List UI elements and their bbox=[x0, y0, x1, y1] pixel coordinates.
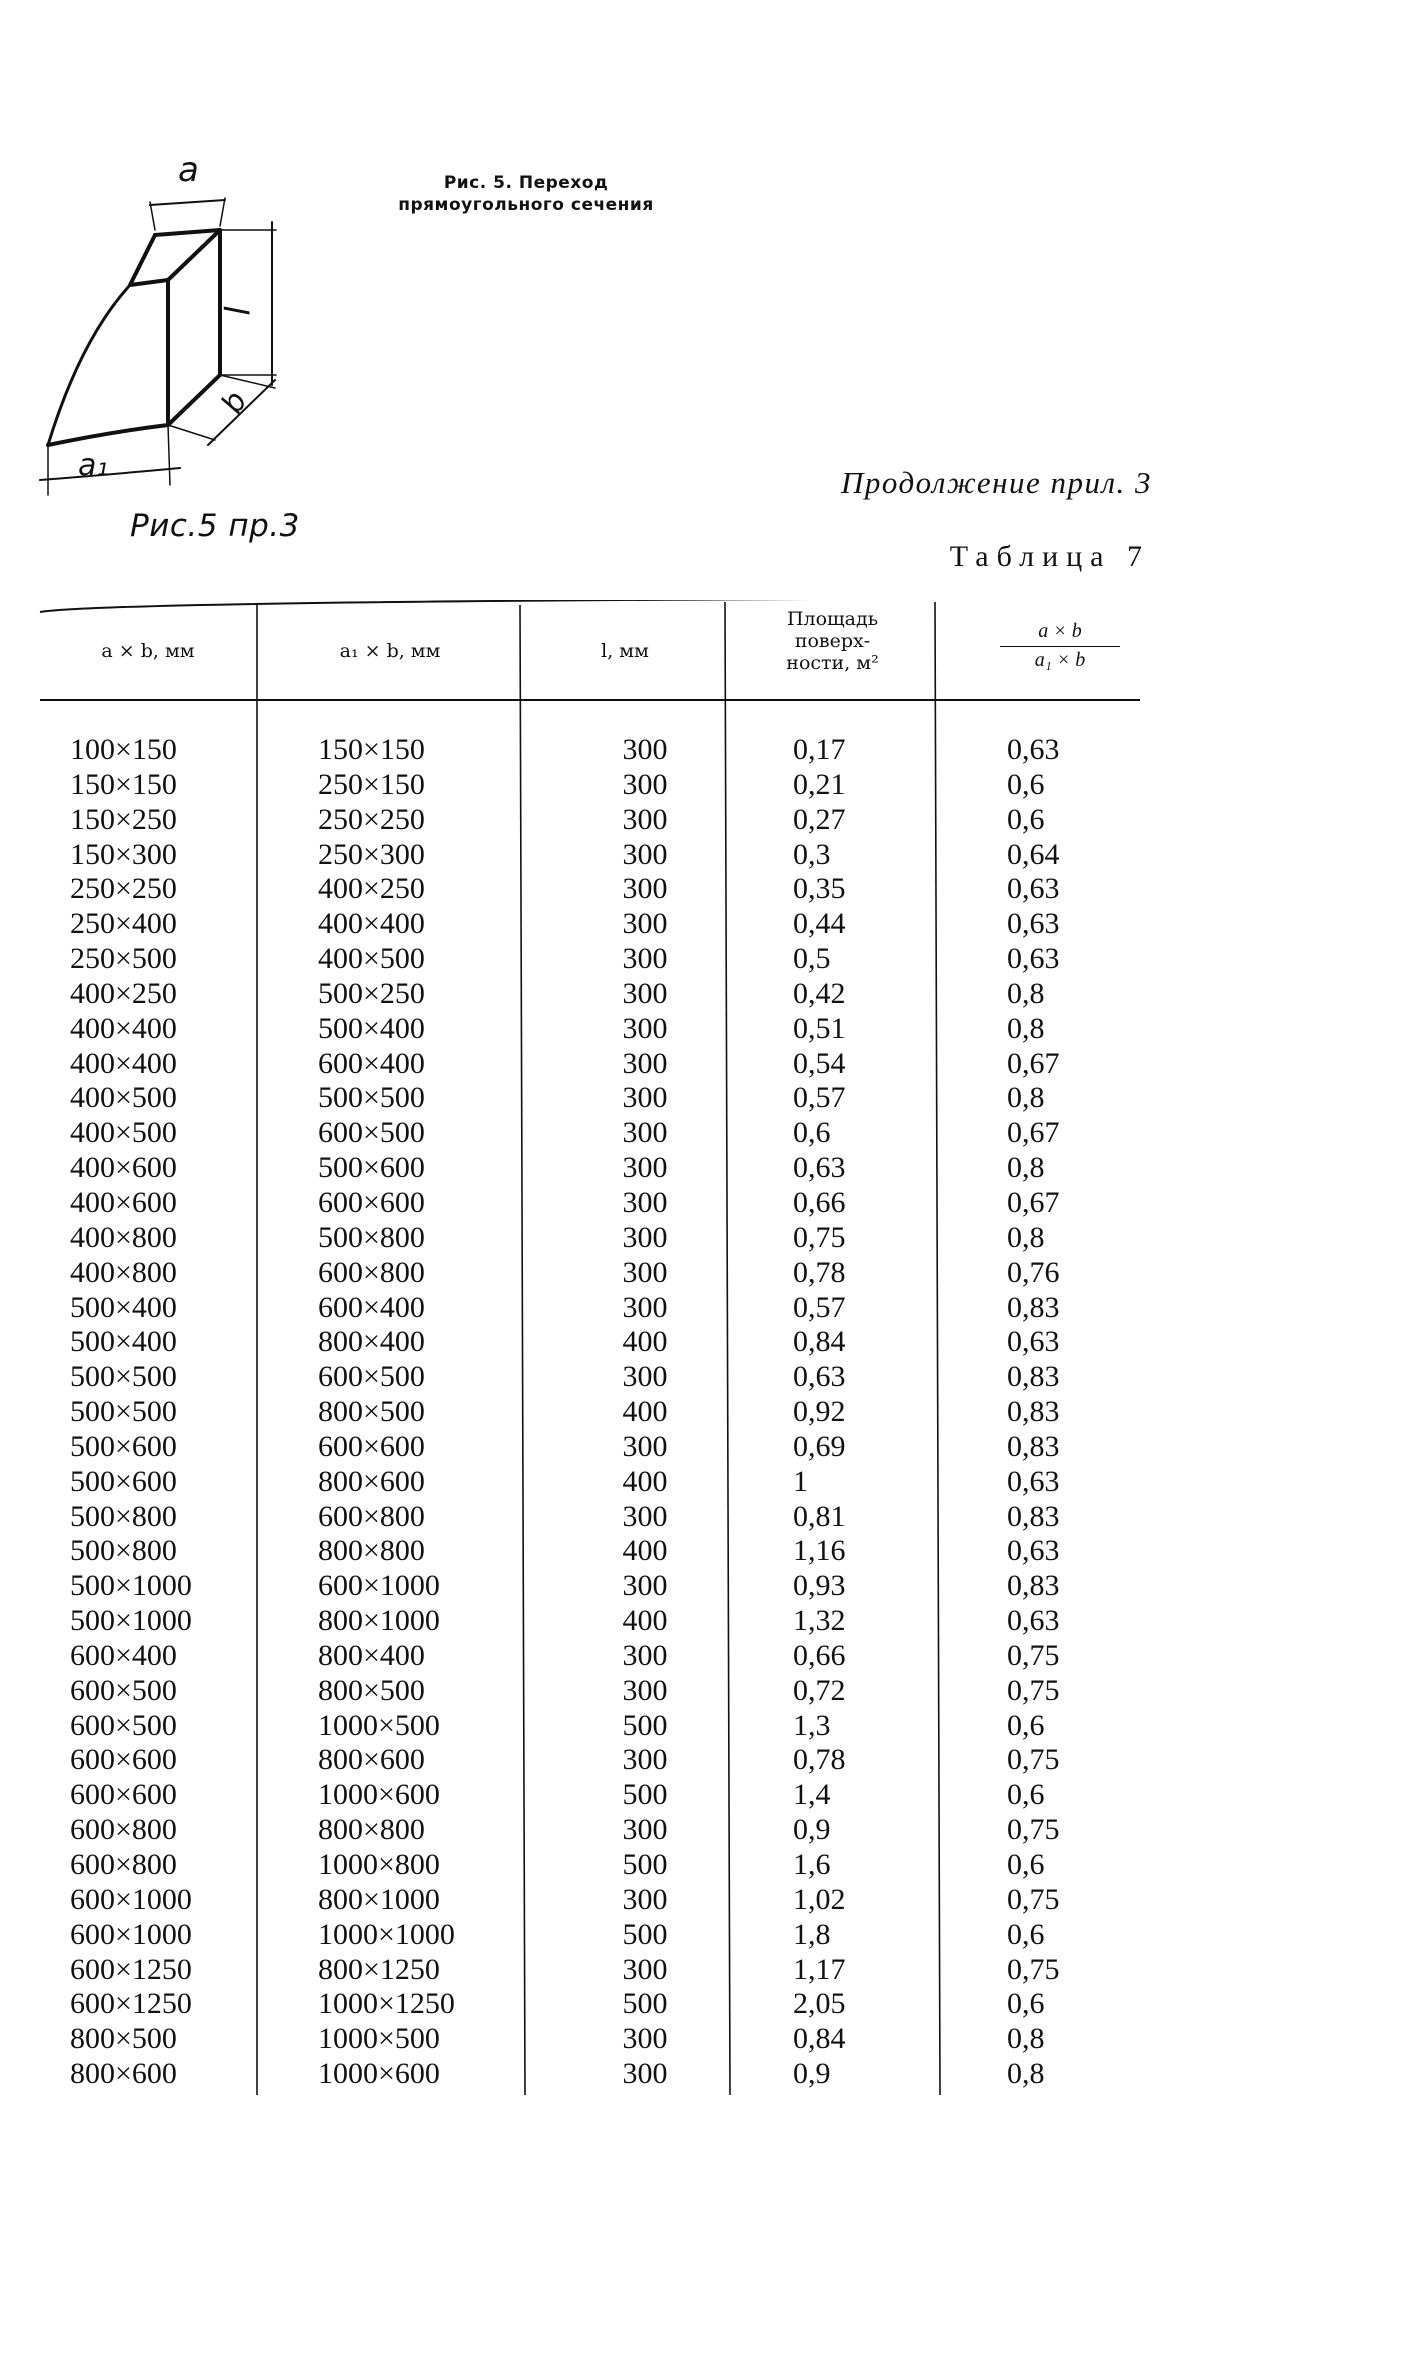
cell-area: 0,84 bbox=[793, 2022, 846, 2056]
cell-ratio: 0,63 bbox=[1007, 1534, 1060, 1568]
cell-a1-x-b: 800×600 bbox=[318, 1743, 425, 1777]
cell-area: 0,63 bbox=[793, 1360, 846, 1394]
cell-l: 300 bbox=[622, 1360, 668, 1394]
table-row bbox=[35, 872, 1155, 907]
table-row bbox=[35, 1465, 1155, 1500]
cell-a1-x-b: 600×500 bbox=[318, 1116, 425, 1150]
table-title: Таблица 7 bbox=[949, 540, 1150, 573]
cell-a1-x-b: 600×600 bbox=[318, 1185, 425, 1219]
cell-a-x-b: 250×500 bbox=[70, 942, 177, 976]
cell-area: 0,42 bbox=[793, 976, 846, 1010]
cell-ratio: 0,6 bbox=[1007, 1708, 1045, 1742]
cell-a1-x-b: 600×1000 bbox=[318, 1569, 440, 1603]
cell-l: 300 bbox=[622, 1638, 668, 1672]
cell-l: 300 bbox=[622, 1011, 668, 1045]
table-row bbox=[35, 1778, 1155, 1813]
cell-l: 400 bbox=[622, 1395, 668, 1429]
cell-area: 1,3 bbox=[793, 1708, 831, 1742]
cell-a1-x-b: 800×800 bbox=[318, 1534, 425, 1568]
cell-a1-x-b: 600×800 bbox=[318, 1255, 425, 1289]
cell-ratio: 0,6 bbox=[1007, 802, 1045, 836]
cell-ratio: 0,63 bbox=[1007, 1464, 1060, 1498]
cell-ratio: 0,75 bbox=[1007, 1952, 1060, 1986]
header-surface-area bbox=[735, 608, 930, 674]
cell-a-x-b: 500×500 bbox=[70, 1395, 177, 1429]
cell-a-x-b: 600×500 bbox=[70, 1708, 177, 1742]
table-row bbox=[35, 1639, 1155, 1674]
cell-a-x-b: 400×400 bbox=[70, 1046, 177, 1080]
table-row bbox=[35, 1291, 1155, 1326]
transition-sketch bbox=[30, 150, 350, 570]
cell-a1-x-b: 500×600 bbox=[318, 1151, 425, 1185]
table-row bbox=[35, 1430, 1155, 1465]
cell-l: 400 bbox=[622, 1534, 668, 1568]
header-a1-x-b: a₁ × b, мм bbox=[339, 640, 441, 662]
table-row bbox=[35, 1848, 1155, 1883]
cell-area: 0,9 bbox=[793, 2057, 831, 2091]
table-row bbox=[35, 1604, 1155, 1639]
header-a-x-b: a × b, мм bbox=[101, 640, 195, 662]
cell-area: 0,72 bbox=[793, 1673, 846, 1707]
cell-area: 1,02 bbox=[793, 1882, 846, 1916]
table-row bbox=[35, 1360, 1155, 1395]
cell-area: 0,92 bbox=[793, 1395, 846, 1429]
cell-l: 300 bbox=[622, 1882, 668, 1916]
cell-ratio: 0,75 bbox=[1007, 1638, 1060, 1672]
table-row bbox=[35, 1047, 1155, 1082]
header-ratio-numerator: a × b bbox=[1038, 620, 1082, 642]
cell-ratio: 0,8 bbox=[1007, 1081, 1045, 1115]
cell-ratio: 0,83 bbox=[1007, 1429, 1060, 1463]
cell-ratio: 0,75 bbox=[1007, 1882, 1060, 1916]
cell-l: 300 bbox=[622, 767, 668, 801]
cell-l: 300 bbox=[622, 1952, 668, 1986]
cell-a-x-b: 600×500 bbox=[70, 1673, 177, 1707]
cell-a1-x-b: 1000×500 bbox=[318, 1708, 440, 1742]
cell-a1-x-b: 500×250 bbox=[318, 976, 425, 1010]
cell-ratio: 0,8 bbox=[1007, 1011, 1045, 1045]
cell-area: 0,81 bbox=[793, 1499, 846, 1533]
table-row bbox=[35, 1709, 1155, 1744]
cell-l: 300 bbox=[622, 907, 668, 941]
cell-a1-x-b: 600×500 bbox=[318, 1360, 425, 1394]
table-row bbox=[35, 1221, 1155, 1256]
cell-ratio: 0,83 bbox=[1007, 1499, 1060, 1533]
cell-a1-x-b: 800×1000 bbox=[318, 1882, 440, 1916]
cell-area: 0,51 bbox=[793, 1011, 846, 1045]
cell-area: 0,54 bbox=[793, 1046, 846, 1080]
cell-area: 1,16 bbox=[793, 1534, 846, 1568]
figure-sub-caption: Рис.5 пр.3 bbox=[130, 508, 300, 544]
cell-a-x-b: 500×800 bbox=[70, 1499, 177, 1533]
cell-area: 1,8 bbox=[793, 1917, 831, 1951]
cell-area: 1,4 bbox=[793, 1778, 831, 1812]
header-l: l, мм bbox=[601, 640, 649, 662]
cell-a1-x-b: 600×400 bbox=[318, 1290, 425, 1324]
cell-ratio: 0,83 bbox=[1007, 1290, 1060, 1324]
cell-a1-x-b: 1000×600 bbox=[318, 2057, 440, 2091]
cell-ratio: 0,8 bbox=[1007, 2057, 1045, 2091]
table-row bbox=[35, 803, 1155, 838]
figure-caption bbox=[356, 172, 696, 216]
table-row bbox=[35, 1813, 1155, 1848]
cell-l: 300 bbox=[622, 1081, 668, 1115]
cell-l: 300 bbox=[622, 1499, 668, 1533]
table-row bbox=[35, 1569, 1155, 1604]
cell-a-x-b: 500×600 bbox=[70, 1429, 177, 1463]
cell-a-x-b: 600×1250 bbox=[70, 1987, 192, 2021]
header-area-line-2: поверх- bbox=[794, 630, 871, 652]
cell-ratio: 0,67 bbox=[1007, 1185, 1060, 1219]
cell-a1-x-b: 1000×600 bbox=[318, 1778, 440, 1812]
cell-a-x-b: 600×800 bbox=[70, 1848, 177, 1881]
cell-l: 300 bbox=[622, 1290, 668, 1324]
cell-ratio: 0,8 bbox=[1007, 1151, 1045, 1185]
table-row bbox=[35, 1743, 1155, 1778]
cell-area: 0,35 bbox=[793, 872, 846, 906]
cell-a-x-b: 600×600 bbox=[70, 1778, 177, 1812]
cell-a-x-b: 150×150 bbox=[70, 767, 177, 801]
cell-l: 500 bbox=[622, 1708, 668, 1742]
cell-area: 0,75 bbox=[793, 1220, 846, 1254]
cell-ratio: 0,63 bbox=[1007, 733, 1060, 766]
table-row bbox=[35, 1151, 1155, 1186]
cell-l: 300 bbox=[622, 2022, 668, 2056]
table-row bbox=[35, 1186, 1155, 1221]
cell-area: 0,78 bbox=[793, 1743, 846, 1777]
cell-area: 0,78 bbox=[793, 1255, 846, 1289]
cell-ratio: 0,6 bbox=[1007, 1987, 1045, 2021]
cell-l: 300 bbox=[622, 733, 668, 766]
cell-ratio: 0,76 bbox=[1007, 1255, 1060, 1289]
cell-l: 300 bbox=[622, 942, 668, 976]
header-ratio bbox=[970, 620, 1150, 672]
table-row bbox=[35, 1987, 1155, 2022]
cell-ratio: 0,63 bbox=[1007, 1325, 1060, 1359]
cell-a1-x-b: 600×600 bbox=[318, 1429, 425, 1463]
cell-a1-x-b: 600×400 bbox=[318, 1046, 425, 1080]
cell-l: 500 bbox=[622, 1848, 668, 1881]
cell-area: 1,6 bbox=[793, 1848, 831, 1881]
cell-a1-x-b: 800×1250 bbox=[318, 1952, 440, 1986]
header-area-line-1: Площадь bbox=[786, 608, 879, 630]
cell-area: 0,9 bbox=[793, 1813, 831, 1847]
cell-area: 0,17 bbox=[793, 733, 846, 766]
table-row bbox=[35, 1534, 1155, 1569]
cell-a-x-b: 600×400 bbox=[70, 1638, 177, 1672]
figure-transition-drawing bbox=[30, 150, 350, 570]
cell-l: 300 bbox=[622, 1813, 668, 1847]
cell-l: 400 bbox=[622, 1464, 668, 1498]
cell-a1-x-b: 600×800 bbox=[318, 1499, 425, 1533]
cell-a-x-b: 600×800 bbox=[70, 1813, 177, 1847]
cell-l: 300 bbox=[622, 1429, 668, 1463]
cell-ratio: 0,6 bbox=[1007, 767, 1045, 801]
cell-ratio: 0,75 bbox=[1007, 1743, 1060, 1777]
cell-l: 500 bbox=[622, 1917, 668, 1951]
cell-l: 500 bbox=[622, 1987, 668, 2021]
table-row bbox=[35, 733, 1155, 768]
cell-a-x-b: 250×250 bbox=[70, 872, 177, 906]
cell-a-x-b: 600×1000 bbox=[70, 1917, 192, 1951]
cell-a-x-b: 400×250 bbox=[70, 976, 177, 1010]
cell-a-x-b: 400×600 bbox=[70, 1151, 177, 1185]
cell-a-x-b: 800×500 bbox=[70, 2022, 177, 2056]
header-area-line-3: ности, м² bbox=[786, 652, 879, 674]
table-row bbox=[35, 1953, 1155, 1988]
cell-ratio: 0,6 bbox=[1007, 1917, 1045, 1951]
cell-a-x-b: 600×600 bbox=[70, 1743, 177, 1777]
cell-area: 0,57 bbox=[793, 1081, 846, 1115]
table-row bbox=[35, 942, 1155, 977]
cell-area: 1 bbox=[793, 1464, 808, 1498]
cell-a-x-b: 400×500 bbox=[70, 1116, 177, 1150]
figure-caption-line-2: прямоугольного сечения bbox=[398, 195, 654, 215]
cell-a-x-b: 800×600 bbox=[70, 2057, 177, 2091]
cell-a1-x-b: 400×400 bbox=[318, 907, 425, 941]
cell-a-x-b: 400×400 bbox=[70, 1011, 177, 1045]
cell-ratio: 0,75 bbox=[1007, 1813, 1060, 1847]
cell-l: 300 bbox=[622, 802, 668, 836]
figure-caption-line-1: Рис. 5. Переход bbox=[443, 173, 609, 193]
cell-a1-x-b: 250×250 bbox=[318, 802, 425, 836]
cell-a1-x-b: 250×150 bbox=[318, 767, 425, 801]
cell-l: 300 bbox=[622, 1220, 668, 1254]
cell-l: 500 bbox=[622, 1778, 668, 1812]
table-row bbox=[35, 1674, 1155, 1709]
cell-ratio: 0,63 bbox=[1007, 907, 1060, 941]
table-row bbox=[35, 1081, 1155, 1116]
cell-ratio: 0,83 bbox=[1007, 1395, 1060, 1429]
cell-ratio: 0,63 bbox=[1007, 1604, 1060, 1638]
cell-a1-x-b: 400×500 bbox=[318, 942, 425, 976]
dimension-label-a: a bbox=[178, 150, 199, 190]
cell-area: 0,84 bbox=[793, 1325, 846, 1359]
cell-l: 300 bbox=[622, 837, 668, 871]
cell-a-x-b: 100×150 bbox=[70, 733, 177, 766]
cell-l: 300 bbox=[622, 1255, 668, 1289]
cell-a-x-b: 500×1000 bbox=[70, 1569, 192, 1603]
cell-a1-x-b: 800×500 bbox=[318, 1673, 425, 1707]
table-row bbox=[35, 1012, 1155, 1047]
cell-a-x-b: 500×800 bbox=[70, 1534, 177, 1568]
cell-ratio: 0,8 bbox=[1007, 976, 1045, 1010]
cell-a1-x-b: 800×800 bbox=[318, 1813, 425, 1847]
cell-l: 400 bbox=[622, 1325, 668, 1359]
cell-ratio: 0,8 bbox=[1007, 1220, 1045, 1254]
cell-a1-x-b: 800×400 bbox=[318, 1638, 425, 1672]
cell-a1-x-b: 1000×1250 bbox=[318, 1987, 455, 2021]
cell-area: 0,66 bbox=[793, 1185, 846, 1219]
continuation-note: Продолжение прил. 3 bbox=[841, 465, 1152, 500]
cell-ratio: 0,8 bbox=[1007, 2022, 1045, 2056]
cell-ratio: 0,6 bbox=[1007, 1778, 1045, 1812]
table-row bbox=[35, 977, 1155, 1012]
cell-a1-x-b: 1000×500 bbox=[318, 2022, 440, 2056]
cell-a1-x-b: 500×800 bbox=[318, 1220, 425, 1254]
cell-a-x-b: 500×400 bbox=[70, 1290, 177, 1324]
cell-a1-x-b: 400×250 bbox=[318, 872, 425, 906]
cell-a1-x-b: 150×150 bbox=[318, 733, 425, 766]
cell-area: 0,63 bbox=[793, 1151, 846, 1185]
cell-a1-x-b: 1000×800 bbox=[318, 1848, 440, 1881]
cell-area: 0,6 bbox=[793, 1116, 831, 1150]
table-row bbox=[35, 768, 1155, 803]
cell-a-x-b: 150×250 bbox=[70, 802, 177, 836]
cell-a1-x-b: 800×1000 bbox=[318, 1604, 440, 1638]
cell-l: 300 bbox=[622, 1046, 668, 1080]
cell-area: 0,69 bbox=[793, 1429, 846, 1463]
cell-area: 1,32 bbox=[793, 1604, 846, 1638]
cell-ratio: 0,6 bbox=[1007, 1848, 1045, 1881]
cell-a1-x-b: 800×600 bbox=[318, 1464, 425, 1498]
cell-l: 300 bbox=[622, 976, 668, 1010]
cell-a1-x-b: 500×500 bbox=[318, 1081, 425, 1115]
cell-a-x-b: 600×1250 bbox=[70, 1952, 192, 1986]
cell-area: 0,66 bbox=[793, 1638, 846, 1672]
cell-l: 300 bbox=[622, 1673, 668, 1707]
table-row bbox=[35, 1116, 1155, 1151]
table-row bbox=[35, 1500, 1155, 1535]
cell-l: 400 bbox=[622, 1604, 668, 1638]
cell-a-x-b: 400×800 bbox=[70, 1220, 177, 1254]
cell-area: 1,17 bbox=[793, 1952, 846, 1986]
cell-ratio: 0,63 bbox=[1007, 872, 1060, 906]
cell-l: 300 bbox=[622, 1151, 668, 1185]
cell-a1-x-b: 800×500 bbox=[318, 1395, 425, 1429]
cell-ratio: 0,67 bbox=[1007, 1046, 1060, 1080]
cell-a-x-b: 500×600 bbox=[70, 1464, 177, 1498]
cell-a-x-b: 600×1000 bbox=[70, 1882, 192, 1916]
cell-a-x-b: 500×500 bbox=[70, 1360, 177, 1394]
cell-ratio: 0,67 bbox=[1007, 1116, 1060, 1150]
cell-area: 0,21 bbox=[793, 767, 846, 801]
cell-a1-x-b: 250×300 bbox=[318, 837, 425, 871]
table-row bbox=[35, 907, 1155, 942]
cell-a1-x-b: 1000×1000 bbox=[318, 1917, 455, 1951]
cell-a-x-b: 500×1000 bbox=[70, 1604, 192, 1638]
cell-area: 0,93 bbox=[793, 1569, 846, 1603]
cell-a-x-b: 400×800 bbox=[70, 1255, 177, 1289]
cell-area: 0,57 bbox=[793, 1290, 846, 1324]
dimension-label-a1: a₁ bbox=[78, 448, 109, 483]
table-row bbox=[35, 2022, 1155, 2057]
cell-area: 0,5 bbox=[793, 942, 831, 976]
table-row bbox=[35, 838, 1155, 873]
cell-a-x-b: 500×400 bbox=[70, 1325, 177, 1359]
header-ratio-denominator: a₁ × b bbox=[1000, 646, 1120, 672]
table-row bbox=[35, 1256, 1155, 1291]
cell-a-x-b: 400×500 bbox=[70, 1081, 177, 1115]
table-row bbox=[35, 1883, 1155, 1918]
cell-l: 300 bbox=[622, 1116, 668, 1150]
table-row bbox=[35, 1325, 1155, 1360]
cell-area: 0,27 bbox=[793, 802, 846, 836]
cell-l: 300 bbox=[622, 1743, 668, 1777]
cell-area: 0,3 bbox=[793, 837, 831, 871]
cell-ratio: 0,83 bbox=[1007, 1360, 1060, 1394]
dimension-label-l: l bbox=[214, 305, 255, 315]
cell-ratio: 0,83 bbox=[1007, 1569, 1060, 1603]
cell-a-x-b: 400×600 bbox=[70, 1185, 177, 1219]
table-row bbox=[35, 1395, 1155, 1430]
cell-area: 0,44 bbox=[793, 907, 846, 941]
table-body bbox=[35, 733, 1155, 2092]
cell-l: 300 bbox=[622, 2057, 668, 2091]
cell-ratio: 0,75 bbox=[1007, 1673, 1060, 1707]
cell-a-x-b: 250×400 bbox=[70, 907, 177, 941]
cell-area: 2,05 bbox=[793, 1987, 846, 2021]
table-row bbox=[35, 1918, 1155, 1953]
cell-a1-x-b: 800×400 bbox=[318, 1325, 425, 1359]
dimension-label-b: b bbox=[214, 385, 255, 420]
cell-ratio: 0,64 bbox=[1007, 837, 1060, 871]
cell-a1-x-b: 500×400 bbox=[318, 1011, 425, 1045]
cell-l: 300 bbox=[622, 1185, 668, 1219]
cell-a-x-b: 150×300 bbox=[70, 837, 177, 871]
cell-l: 300 bbox=[622, 872, 668, 906]
cell-ratio: 0,63 bbox=[1007, 942, 1060, 976]
data-table bbox=[35, 600, 1155, 2140]
table-row bbox=[35, 2057, 1155, 2092]
cell-l: 300 bbox=[622, 1569, 668, 1603]
